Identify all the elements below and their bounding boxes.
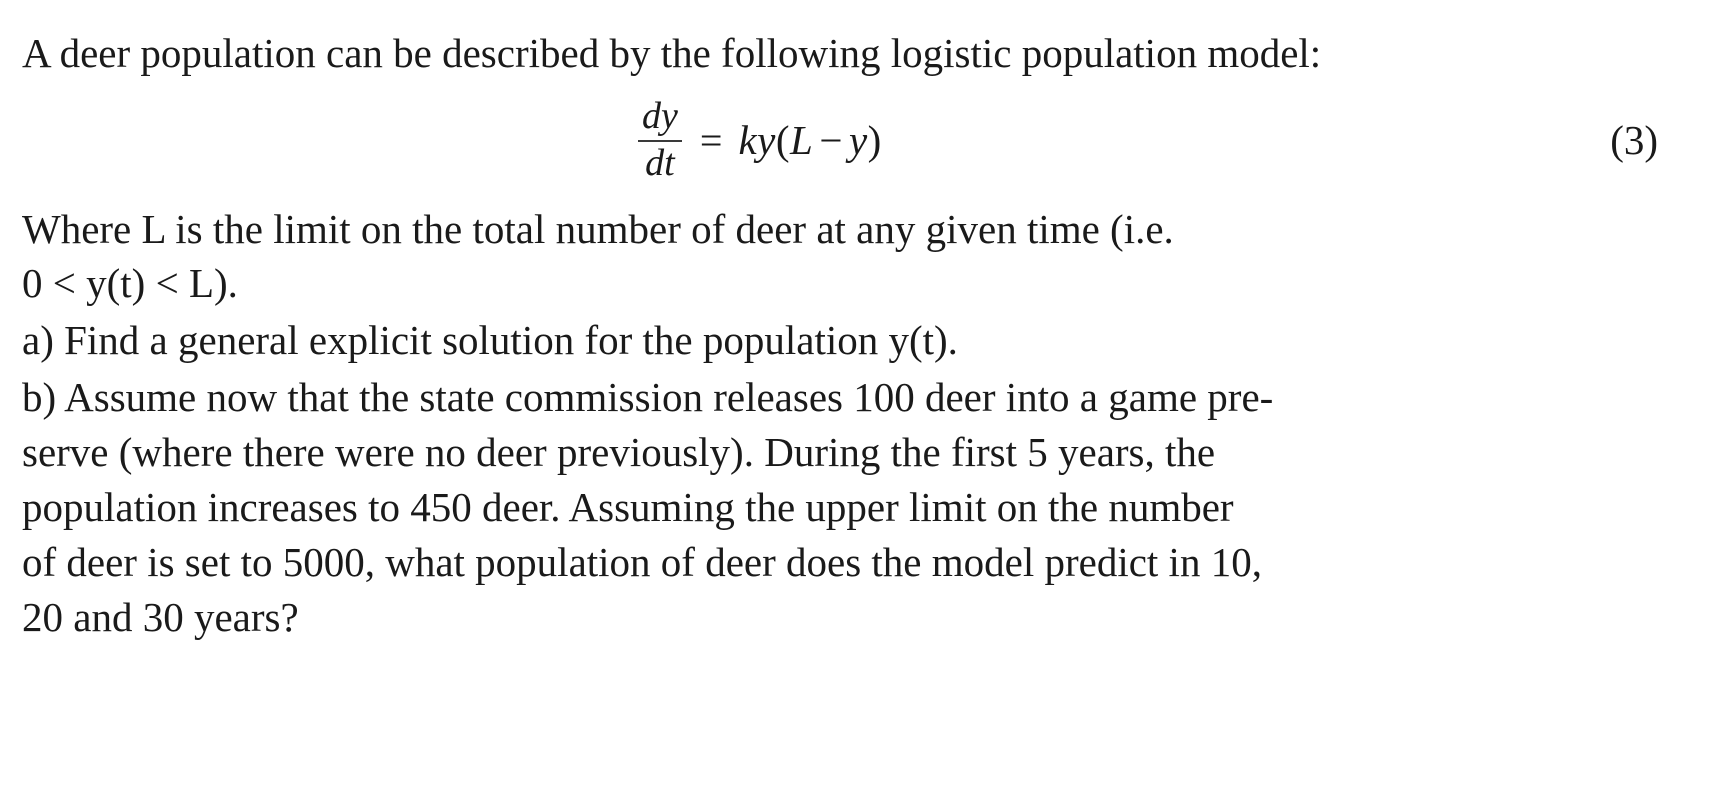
where-clause-line-2: 0 < y(t) < L). [22,260,238,307]
fraction-numerator: dy [642,94,678,137]
equation-number: (3) [1610,117,1658,164]
rhs-y: y [848,117,868,164]
where-clause-line-1: Where L is the limit on the total number of deer at any given time (i.e. [22,206,1174,253]
part-a-block [22,313,1692,368]
part-b-line-3: population increases to 450 deer. Assuming the upper limit on the number [22,483,1234,530]
part-b-line-5: 20 and 30 years? [22,593,299,640]
derivative-fraction [638,94,682,184]
part-a-text: a) Find a general explicit solution for the population y(t). [22,317,958,364]
equation-right-side [738,116,881,164]
document-content [22,26,1692,645]
equals-sign: = [699,117,723,163]
part-b-block [22,370,1692,645]
rhs-L: L [790,117,814,164]
part-b-line-1: b) Assume now that the state commission releases 100 deer into a game pre- [22,374,1274,421]
part-b-line-4: of deer is set to 5000, what population of deer does the model predict in 10, [22,538,1262,585]
where-clause-block [22,202,1692,311]
equation-body [632,94,882,184]
fraction-denominator: dt [645,141,675,184]
rhs-ky: ky [738,117,776,164]
rhs-close-paren: ) [867,117,882,164]
intro-paragraph: A deer population can be described by the following logistic population model: [22,30,1322,76]
part-b-line-2: serve (where there were no deer previously). During the first 5 years, the [22,429,1216,476]
rhs-minus: − [819,117,843,164]
equation-row [22,88,1672,192]
rhs-open-paren: ( [775,117,790,164]
